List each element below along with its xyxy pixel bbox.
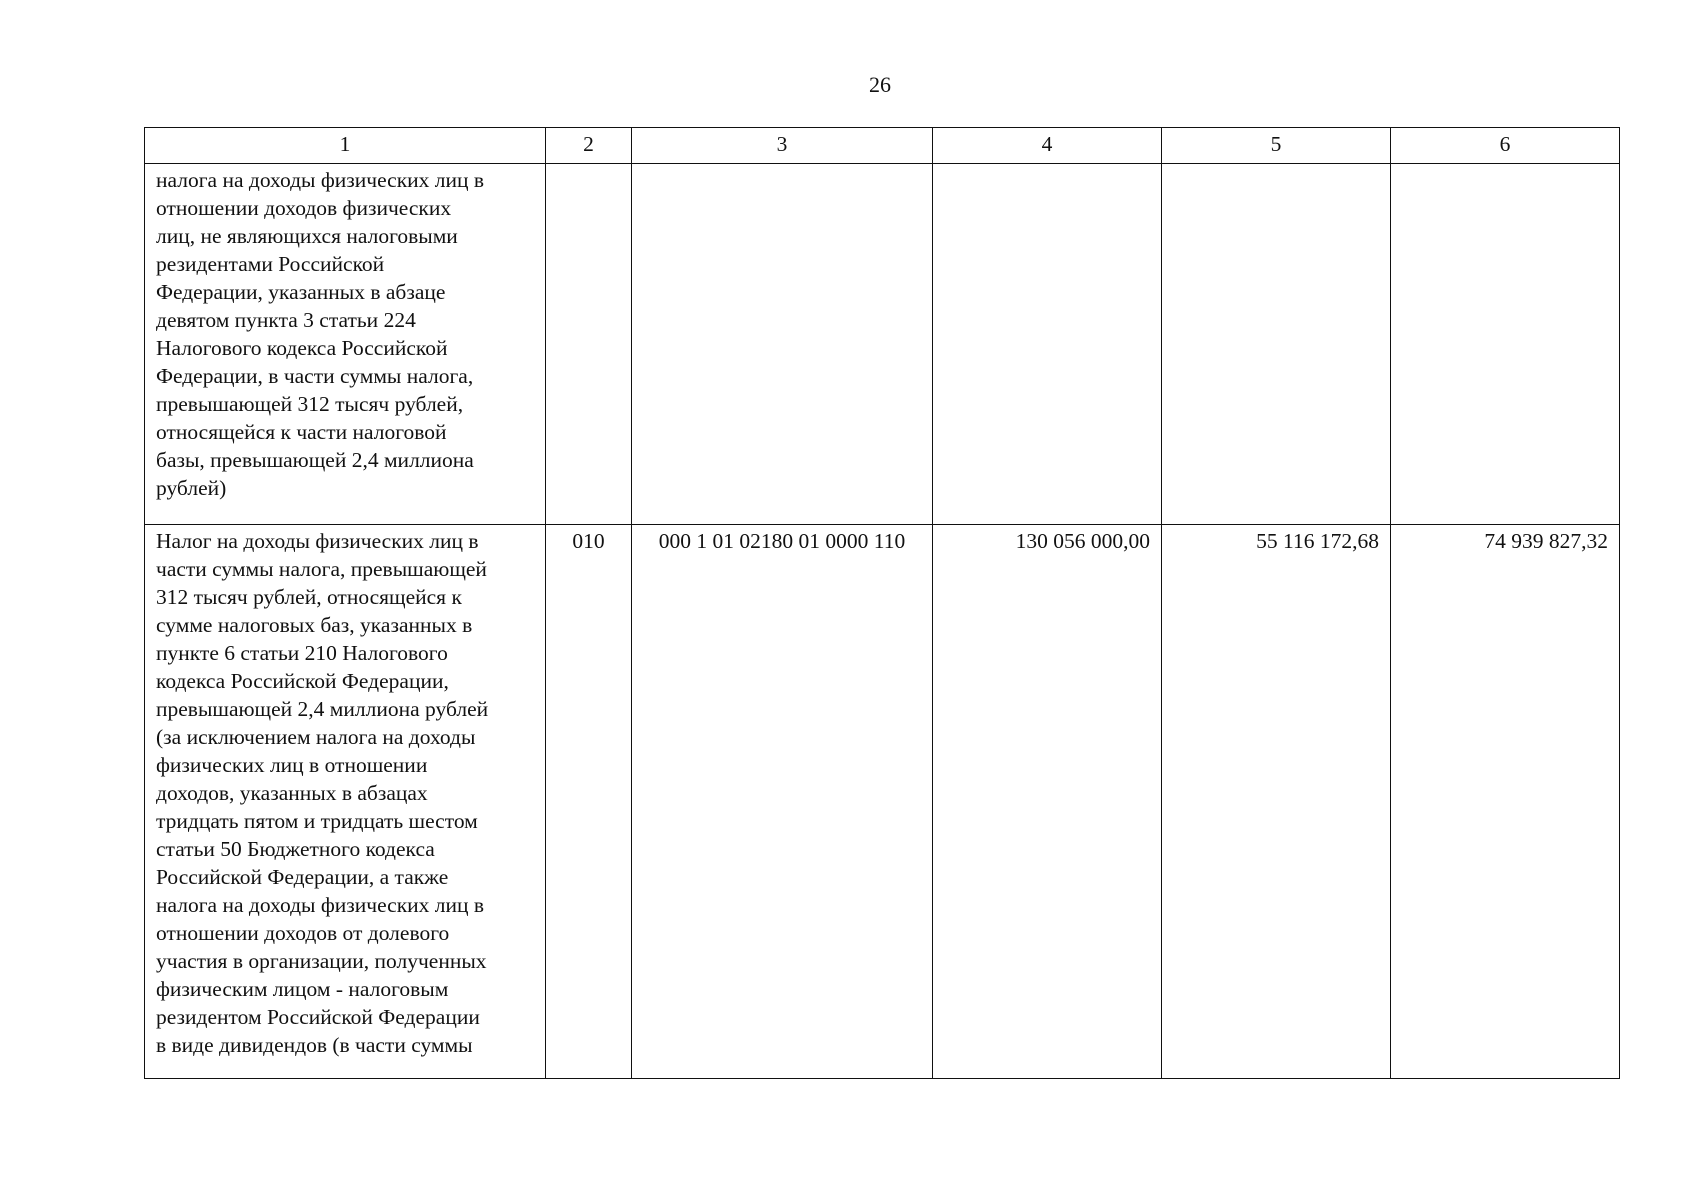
column-header-2: 2 xyxy=(546,128,632,164)
row-description xyxy=(145,164,546,525)
description-line: (за исключением налога на доходы xyxy=(156,725,476,749)
column-header-4: 4 xyxy=(933,128,1162,164)
description-line: девятом пункта 3 статьи 224 xyxy=(156,308,416,332)
description-line: кодекса Российской Федерации, xyxy=(156,669,449,693)
page-number: 26 xyxy=(869,72,891,97)
description-line: доходов, указанных в абзацах xyxy=(156,781,428,805)
column-number-row xyxy=(145,128,1620,164)
description-line: тридцать пятом и тридцать шестом xyxy=(156,809,478,833)
description-line: отношении доходов от долевого xyxy=(156,921,450,945)
description-line: относящейся к части налоговой xyxy=(156,420,447,444)
description-line: пункте 6 статьи 210 Налогового xyxy=(156,641,448,665)
row-code xyxy=(546,164,632,525)
row-executed: 55 116 172,68 xyxy=(1162,525,1391,1079)
description-line: Федерации, в части суммы налога, xyxy=(156,364,474,388)
description-line: участия в организации, полученных xyxy=(156,949,487,973)
row-description xyxy=(145,525,546,1079)
description-line: сумме налоговых баз, указанных в xyxy=(156,613,473,637)
description-line: статьи 50 Бюджетного кодекса xyxy=(156,837,435,861)
description-line: части суммы налога, превышающей xyxy=(156,557,487,581)
description-line: Российской Федерации, а также xyxy=(156,865,449,889)
description-line: Налогового кодекса Российской xyxy=(156,336,448,360)
column-header-1: 1 xyxy=(145,128,546,164)
description-line: отношении доходов физических xyxy=(156,196,452,220)
description-line: Налог на доходы физических лиц в xyxy=(156,529,479,553)
description-line: базы, превышающей 2,4 миллиона xyxy=(156,448,474,472)
row-executed xyxy=(1162,164,1391,525)
table-row xyxy=(145,525,1620,1079)
row-kbk: 000 1 01 02180 01 0000 110 xyxy=(632,525,933,1079)
row-approved xyxy=(933,164,1162,525)
description-line: налога на доходы физических лиц в xyxy=(156,168,485,192)
table-row xyxy=(145,164,1620,525)
row-unexecuted xyxy=(1391,164,1620,525)
description-line: в виде дивидендов (в части суммы xyxy=(156,1033,473,1057)
description-line: резидентами Российской xyxy=(156,252,385,276)
row-unexecuted: 74 939 827,32 xyxy=(1391,525,1620,1079)
description-line: 312 тысяч рублей, относящейся к xyxy=(156,585,462,609)
description-line: Федерации, указанных в абзаце xyxy=(156,280,446,304)
income-table xyxy=(144,127,1620,1079)
description-line: физическим лицом - налоговым xyxy=(156,977,449,1001)
description-line: резидентом Российской Федерации xyxy=(156,1005,480,1029)
row-kbk xyxy=(632,164,933,525)
row-code: 010 xyxy=(546,525,632,1079)
description-line: рублей) xyxy=(156,476,227,500)
column-header-3: 3 xyxy=(632,128,933,164)
description-line: превышающей 312 тысяч рублей, xyxy=(156,392,464,416)
description-line: физических лиц в отношении xyxy=(156,753,428,777)
description-line: налога на доходы физических лиц в xyxy=(156,893,485,917)
row-approved: 130 056 000,00 xyxy=(933,525,1162,1079)
column-header-6: 6 xyxy=(1391,128,1620,164)
description-line: лиц, не являющихся налоговыми xyxy=(156,224,458,248)
description-line: превышающей 2,4 миллиона рублей xyxy=(156,697,489,721)
column-header-5: 5 xyxy=(1162,128,1391,164)
